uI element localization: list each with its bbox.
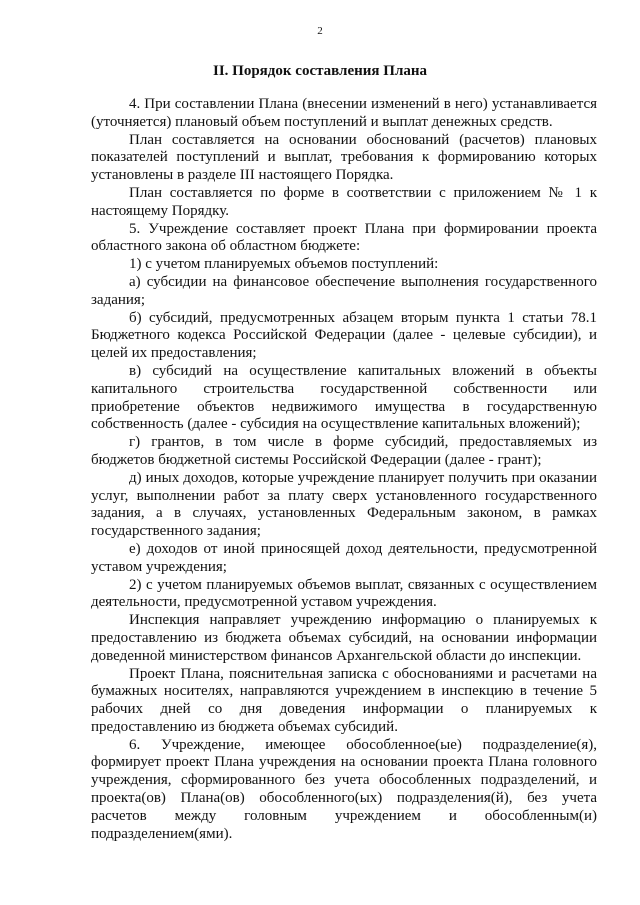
paragraph-5-item-1a: а) субсидии на финансовое обеспечение выполнения государственного задания;: [91, 273, 597, 308]
paragraph-5-item-1: 1) с учетом планируемых объемов поступлений:: [129, 256, 439, 273]
paragraph-inspection: Инспекция направляет учреждению информацию о планируемых к предоставлению из бюджета объемах субсидий, на основании информации доведенной министерством финансов Архангельской области до инспекции.: [91, 612, 597, 664]
paragraph-5-item-1b: б) субсидий, предусмотренных абзацем вторым пункта 1 статьи 78.1 Бюджетного кодекса Российской Федерации (далее - целевые субсидии), и целей их предоставления;: [91, 309, 597, 362]
paragraph-4: 4. При составлении Плана (внесении изменений в него) устанавливается (уточняется) плановый объем поступлений и выплат денежных средств.: [91, 96, 597, 130]
paragraph-plan-basis: План составляется на основании обоснований (расчетов) плановых показателей поступлений и выплат, требования к формированию которых установлены в разделе III настоящего Порядка.: [91, 131, 597, 184]
paragraph-6: 6. Учреждение, имеющее обособленное(ые) подразделение(я), формирует проект Плана учреждения на основании проекта Плана головного учреждения, сформированного без учета обособленных подразделений, и проекта(ов) Плана(ов) обособленного(ых) подразделения(й), без учета расчетов между головным учреждением и обособленным(и) подразделением(ями).: [91, 736, 597, 842]
section-title: II. Порядок составления Плана: [213, 63, 427, 79]
paragraph-5-item-1v: в) субсидий на осуществление капитальных вложений в объекты капитального строительства государственной собственности или приобретение объектов недвижимого имущества в государственную собственность (далее - субсидия на осуществление капитальных вложений);: [91, 362, 597, 433]
paragraph-5: 5. Учреждение составляет проект Плана при формировании проекта областного закона об областном бюджете:: [91, 220, 597, 255]
paragraph-plan-form: План составляется по форме в соответствии с приложением № 1 к настоящему Порядку.: [91, 184, 597, 219]
page-number: 2: [317, 25, 323, 37]
paragraph-5-item-1d: д) иных доходов, которые учреждение планирует получить при оказании услуг, выполнении работ за плату сверх установленного государственного задания, а в случаях, установленных Федеральным законом, в рамках государственного задания;: [91, 469, 597, 540]
paragraph-draft-plan: Проект Плана, пояснительная записка с обоснованиями и расчетами на бумажных носителях, направляются учреждением в инспекцию в течение 5 рабочих дней со дня доведения информации о планируемых к предоставлению из бюджета объемах субсидий.: [91, 665, 597, 735]
paragraph-5-item-1e: е) доходов от иной приносящей доход деятельности, предусмотренной уставом учреждения;: [91, 540, 597, 575]
document-body: [91, 96, 597, 843]
paragraph-5-item-1g: г) грантов, в том числе в форме субсидий, предоставляемых из бюджетов бюджетной системы Российской Федерации (далее - грант);: [91, 434, 597, 468]
paragraph-5-item-2: 2) с учетом планируемых объемов выплат, связанных с осуществлением деятельности, предусмотренной уставом учреждения.: [91, 576, 597, 611]
